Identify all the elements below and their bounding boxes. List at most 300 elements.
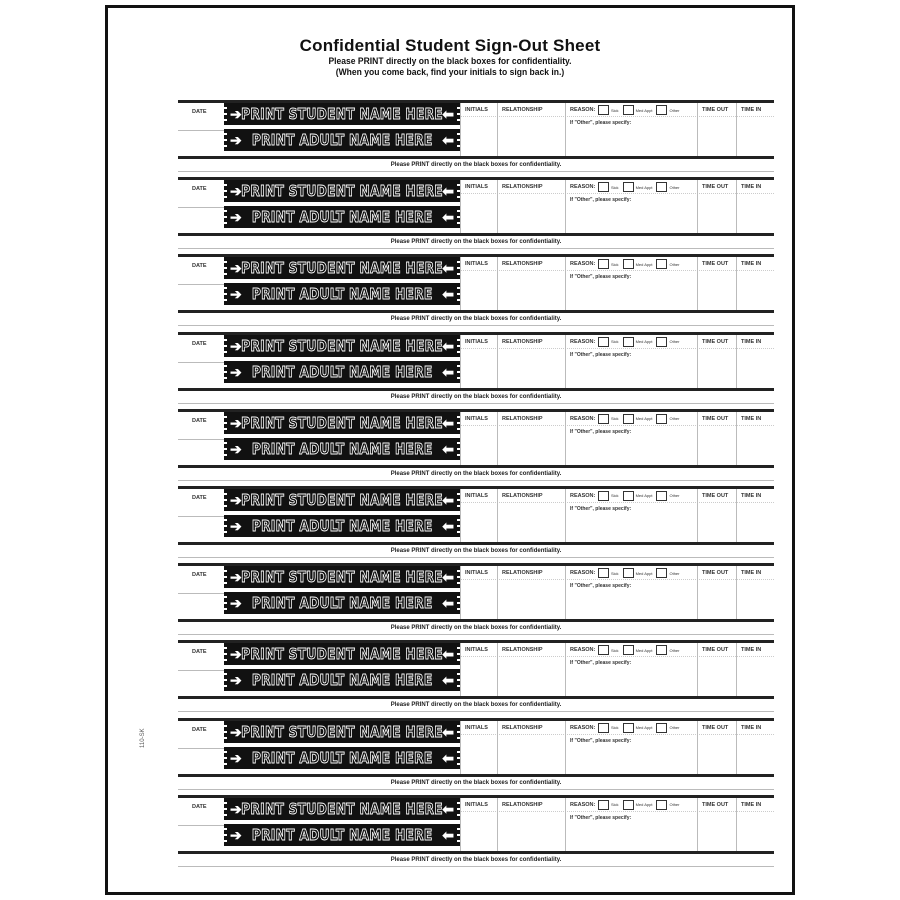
entry-separator — [178, 403, 774, 404]
reason-med-appt-label: Med Appt — [635, 107, 653, 113]
reason-sick-label: Sick — [611, 570, 619, 576]
reason-field[interactable] — [565, 643, 698, 696]
student-name-prompt: PRINT STUDENT NAME HERE — [241, 259, 443, 278]
reason-other-label: Other — [669, 107, 680, 113]
time-out-field[interactable] — [697, 798, 737, 851]
time-in-label: TIME IN — [741, 415, 762, 422]
reason-field[interactable] — [565, 335, 698, 388]
date-field[interactable] — [178, 516, 224, 517]
sign-out-entry — [178, 332, 774, 409]
initials-field[interactable] — [460, 103, 498, 156]
reason-other-label: Other — [669, 184, 680, 190]
student-name-prompt: PRINT STUDENT NAME HERE — [241, 336, 443, 355]
arrow-right-icon: ➔ — [230, 595, 242, 612]
time-out-field[interactable] — [697, 412, 737, 465]
entry-columns — [460, 412, 774, 465]
time-out-field[interactable] — [697, 103, 737, 156]
arrow-right-icon: ➔ — [230, 826, 242, 843]
bar-edge-left — [224, 283, 227, 305]
reason-label: REASON: — [570, 415, 596, 422]
initials-label: INITIALS — [465, 801, 488, 808]
bar-edge-left — [224, 129, 227, 151]
student-name-field[interactable] — [224, 489, 460, 511]
arrow-right-icon: ➔ — [230, 800, 242, 817]
initials-field[interactable] — [460, 335, 498, 388]
arrow-right-icon: ➔ — [230, 749, 242, 766]
reason-other-checkbox[interactable] — [656, 800, 667, 810]
reason-med-appt-checkbox[interactable] — [623, 414, 634, 424]
reason-field[interactable] — [565, 566, 698, 619]
relationship-label: RELATIONSHIP — [502, 338, 543, 345]
time-in-label: TIME IN — [741, 647, 762, 654]
sign-out-entry — [178, 100, 774, 177]
bar-edge-left — [224, 566, 227, 588]
adult-name-field[interactable] — [224, 669, 460, 691]
student-name-field[interactable] — [224, 566, 460, 588]
confidentiality-note: Please PRINT directly on the black boxes for confidentiality. — [390, 779, 562, 786]
time-out-field[interactable] — [697, 257, 737, 310]
reason-options — [598, 414, 681, 424]
student-name-field[interactable] — [224, 335, 460, 357]
adult-name-field[interactable] — [224, 361, 460, 383]
relationship-field[interactable] — [497, 412, 566, 465]
other-specify-label: If "Other", please specify: — [570, 274, 632, 281]
reason-other-label: Other — [669, 647, 680, 653]
adult-name-prompt: PRINT ADULT NAME HERE — [251, 285, 433, 304]
student-name-field[interactable] — [224, 798, 460, 820]
reason-med-appt-checkbox[interactable] — [623, 491, 634, 501]
date-label: DATE — [192, 417, 207, 424]
arrow-right-icon: ➔ — [230, 286, 242, 303]
initials-label: INITIALS — [465, 724, 488, 731]
reason-sick-checkbox[interactable] — [598, 259, 609, 269]
confidentiality-note: Please PRINT directly on the black boxes for confidentiality. — [390, 856, 562, 863]
sign-out-entry — [178, 563, 774, 640]
reason-sick-checkbox[interactable] — [598, 414, 609, 424]
entry-bottom-rule — [178, 156, 774, 159]
arrow-right-icon: ➔ — [230, 723, 242, 740]
other-specify-label: If "Other", please specify: — [570, 120, 632, 126]
arrow-left-icon: ⬅ — [442, 363, 454, 380]
bar-edge-left — [224, 257, 227, 279]
confidentiality-note: Please PRINT directly on the black boxes for confidentiality. — [390, 239, 562, 246]
reason-other-label: Other — [669, 802, 680, 808]
bar-edge-left — [224, 643, 227, 665]
other-specify-label: If "Other", please specify: — [570, 197, 632, 204]
reason-sick-label: Sick — [611, 725, 619, 730]
arrow-right-icon: ➔ — [230, 132, 242, 148]
relationship-field[interactable] — [497, 335, 566, 388]
entry-columns — [460, 180, 774, 233]
form-code: 110-SK — [140, 728, 146, 748]
arrow-right-icon: ➔ — [230, 440, 242, 457]
time-out-label: TIME OUT — [702, 801, 729, 808]
initials-field[interactable] — [460, 489, 498, 542]
reason-other-checkbox[interactable] — [656, 491, 667, 501]
reason-sick-checkbox[interactable] — [598, 491, 609, 501]
reason-field[interactable] — [565, 721, 698, 774]
reason-med-appt-checkbox[interactable] — [623, 337, 634, 347]
initials-field[interactable] — [460, 257, 498, 310]
reason-other-checkbox[interactable] — [656, 182, 667, 192]
reason-sick-label: Sick — [611, 416, 619, 422]
student-name-field[interactable] — [224, 412, 460, 434]
reason-field[interactable] — [565, 412, 698, 465]
student-name-field[interactable] — [224, 103, 460, 125]
entry-bottom-rule — [178, 619, 774, 622]
adult-name-field[interactable] — [224, 129, 460, 151]
reason-sick-checkbox[interactable] — [598, 800, 609, 810]
initials-field[interactable] — [460, 798, 498, 851]
entry-columns — [460, 257, 774, 310]
student-name-field[interactable] — [224, 180, 460, 202]
confidentiality-note: Please PRINT directly on the black boxes for confidentiality. — [390, 393, 562, 400]
relationship-label: RELATIONSHIP — [502, 184, 543, 191]
reason-field[interactable] — [565, 180, 698, 233]
arrow-left-icon: ⬅ — [442, 491, 454, 508]
entry-bottom-rule — [178, 542, 774, 545]
arrow-left-icon: ⬅ — [442, 414, 454, 431]
other-specify-label: If "Other", please specify: — [570, 505, 632, 512]
arrow-left-icon: ⬅ — [442, 569, 454, 586]
reason-sick-label: Sick — [611, 802, 619, 808]
time-in-field[interactable] — [736, 412, 775, 465]
reason-sick-label: Sick — [611, 261, 619, 267]
relationship-field[interactable] — [497, 180, 566, 233]
arrow-left-icon: ⬅ — [442, 595, 454, 612]
entry-columns — [460, 566, 774, 619]
student-name-prompt: PRINT STUDENT NAME HERE — [241, 722, 443, 741]
time-in-field[interactable] — [736, 643, 775, 696]
time-in-field[interactable] — [736, 566, 775, 619]
confidentiality-note: Please PRINT directly on the black boxes for confidentiality. — [390, 162, 562, 168]
date-label: DATE — [192, 186, 207, 193]
adult-name-prompt: PRINT ADULT NAME HERE — [251, 439, 433, 458]
page-title: Confidential Student Sign-Out Sheet — [299, 36, 601, 55]
time-in-label: TIME IN — [741, 724, 762, 731]
sign-out-entry — [178, 177, 774, 254]
time-out-field[interactable] — [697, 643, 737, 696]
reason-label: REASON: — [570, 492, 596, 499]
reason-med-appt-checkbox[interactable] — [623, 105, 634, 115]
reason-med-appt-label: Med Appt — [635, 416, 653, 422]
reason-med-appt-label: Med Appt — [635, 725, 653, 730]
reason-other-checkbox[interactable] — [656, 105, 667, 115]
time-out-label: TIME OUT — [702, 107, 729, 113]
entry-columns — [460, 103, 774, 156]
reason-sick-checkbox[interactable] — [598, 182, 609, 192]
initials-label: INITIALS — [465, 184, 488, 191]
reason-other-checkbox[interactable] — [656, 645, 667, 655]
reason-sick-checkbox[interactable] — [598, 105, 609, 115]
relationship-label: RELATIONSHIP — [502, 492, 543, 499]
time-out-field[interactable] — [697, 180, 737, 233]
initials-field[interactable] — [460, 412, 498, 465]
initials-field[interactable] — [460, 180, 498, 233]
relationship-label: RELATIONSHIP — [502, 724, 543, 731]
initials-label: INITIALS — [465, 107, 488, 113]
confidentiality-note: Please PRINT directly on the black boxes for confidentiality. — [390, 547, 562, 554]
other-specify-label: If "Other", please specify: — [570, 428, 632, 435]
arrow-left-icon: ⬅ — [442, 646, 454, 663]
student-name-field[interactable] — [224, 257, 460, 279]
time-in-field[interactable] — [736, 798, 775, 851]
bar-edge-left — [224, 747, 227, 769]
time-out-label: TIME OUT — [702, 570, 729, 577]
time-out-label: TIME OUT — [702, 492, 729, 499]
relationship-label: RELATIONSHIP — [502, 261, 543, 268]
reason-label: REASON: — [570, 647, 596, 654]
date-field[interactable] — [178, 670, 224, 671]
relationship-field[interactable] — [497, 103, 566, 156]
reason-med-appt-label: Med Appt — [635, 493, 653, 499]
reason-sick-label: Sick — [611, 107, 619, 113]
reason-label: REASON: — [570, 801, 596, 808]
reason-other-label: Other — [669, 725, 680, 730]
reason-sick-checkbox[interactable] — [598, 645, 609, 655]
reason-other-label: Other — [669, 416, 680, 422]
time-in-field[interactable] — [736, 103, 775, 156]
entry-bottom-rule — [178, 774, 774, 777]
arrow-right-icon: ➔ — [230, 260, 242, 277]
initials-field[interactable] — [460, 721, 498, 774]
confidentiality-note: Please PRINT directly on the black boxes for confidentiality. — [390, 316, 562, 323]
arrow-right-icon: ➔ — [230, 646, 242, 663]
time-in-label: TIME IN — [741, 338, 762, 345]
reason-med-appt-label: Med Appt — [635, 261, 653, 267]
relationship-field[interactable] — [497, 798, 566, 851]
reason-label: REASON: — [570, 338, 596, 345]
bar-edge-left — [224, 206, 227, 228]
relationship-field[interactable] — [497, 257, 566, 310]
entry-separator — [178, 171, 774, 172]
initials-field[interactable] — [460, 643, 498, 696]
entry-separator — [178, 557, 774, 558]
entry-separator — [178, 711, 774, 712]
reason-med-appt-checkbox[interactable] — [623, 568, 634, 578]
reason-other-label: Other — [669, 493, 680, 499]
time-in-field[interactable] — [736, 180, 775, 233]
initials-label: INITIALS — [465, 261, 488, 268]
bar-edge-left — [224, 489, 227, 511]
confidentiality-note: Please PRINT directly on the black boxes for confidentiality. — [390, 470, 562, 477]
arrow-left-icon: ⬅ — [442, 749, 454, 766]
date-field[interactable] — [178, 825, 224, 826]
date-label: DATE — [192, 572, 207, 579]
arrow-left-icon: ⬅ — [442, 826, 454, 843]
student-name-field[interactable] — [224, 721, 460, 743]
reason-med-appt-checkbox[interactable] — [623, 182, 634, 192]
relationship-field[interactable] — [497, 643, 566, 696]
reason-field[interactable] — [565, 798, 698, 851]
adult-name-prompt: PRINT ADULT NAME HERE — [251, 208, 433, 227]
reason-options — [598, 645, 681, 655]
time-out-field[interactable] — [697, 721, 737, 774]
entry-columns — [460, 798, 774, 851]
time-out-field[interactable] — [697, 489, 737, 542]
reason-sick-label: Sick — [611, 339, 619, 345]
adult-name-field[interactable] — [224, 438, 460, 460]
reason-other-checkbox[interactable] — [656, 259, 667, 269]
date-field[interactable] — [178, 130, 224, 131]
entry-separator — [178, 248, 774, 249]
reason-sick-label: Sick — [611, 493, 619, 499]
reason-label: REASON: — [570, 261, 596, 268]
other-specify-label: If "Other", please specify: — [570, 660, 632, 667]
entry-bottom-rule — [178, 310, 774, 313]
entry-bottom-rule — [178, 465, 774, 468]
date-field[interactable] — [178, 593, 224, 594]
initials-label: INITIALS — [465, 492, 488, 499]
arrow-right-icon: ➔ — [230, 414, 242, 431]
reason-med-appt-checkbox[interactable] — [623, 645, 634, 655]
reason-med-appt-label: Med Appt — [635, 339, 653, 345]
reason-field[interactable] — [565, 103, 698, 156]
date-field[interactable] — [178, 207, 224, 208]
adult-name-field[interactable] — [224, 206, 460, 228]
reason-sick-label: Sick — [611, 184, 619, 190]
sign-out-entry — [178, 486, 774, 563]
reason-other-checkbox[interactable] — [656, 723, 667, 733]
reason-other-checkbox[interactable] — [656, 337, 667, 347]
relationship-label: RELATIONSHIP — [502, 107, 543, 113]
reason-options — [598, 723, 681, 733]
reason-options — [598, 568, 681, 578]
time-out-field[interactable] — [697, 566, 737, 619]
reason-other-label: Other — [669, 570, 680, 576]
time-in-field[interactable] — [736, 335, 775, 388]
bar-edge-left — [224, 798, 227, 820]
time-out-label: TIME OUT — [702, 184, 729, 191]
other-specify-label: If "Other", please specify: — [570, 737, 632, 744]
bar-edge-left — [224, 669, 227, 691]
initials-label: INITIALS — [465, 570, 488, 577]
time-out-label: TIME OUT — [702, 647, 729, 654]
reason-label: REASON: — [570, 724, 596, 731]
entry-bottom-rule — [178, 388, 774, 391]
time-in-field[interactable] — [736, 489, 775, 542]
initials-label: INITIALS — [465, 647, 488, 654]
sign-out-entry — [178, 254, 774, 331]
bar-edge-left — [224, 438, 227, 460]
entry-separator — [178, 634, 774, 635]
bar-edge-left — [224, 592, 227, 614]
student-name-field[interactable] — [224, 643, 460, 665]
arrow-left-icon: ⬅ — [442, 800, 454, 817]
reason-sick-label: Sick — [611, 647, 619, 653]
adult-name-field[interactable] — [224, 515, 460, 537]
adult-name-prompt: PRINT ADULT NAME HERE — [251, 362, 433, 381]
time-in-field[interactable] — [736, 257, 775, 310]
entry-bottom-rule — [178, 696, 774, 699]
time-in-label: TIME IN — [741, 492, 762, 499]
time-out-label: TIME OUT — [702, 724, 729, 731]
relationship-field[interactable] — [497, 566, 566, 619]
arrow-right-icon: ➔ — [230, 491, 242, 508]
reason-med-appt-checkbox[interactable] — [623, 723, 634, 733]
adult-name-prompt: PRINT ADULT NAME HERE — [251, 825, 433, 844]
confidentiality-note: Please PRINT directly on the black boxes for confidentiality. — [390, 625, 562, 632]
reason-options — [598, 105, 681, 115]
reason-med-appt-label: Med Appt — [635, 802, 653, 808]
reason-med-appt-checkbox[interactable] — [623, 800, 634, 810]
reason-field[interactable] — [565, 257, 698, 310]
relationship-field[interactable] — [497, 489, 566, 542]
date-field[interactable] — [178, 284, 224, 285]
arrow-right-icon: ➔ — [230, 106, 242, 122]
sign-out-entry — [178, 409, 774, 486]
entry-list — [178, 100, 774, 872]
arrow-left-icon: ⬅ — [442, 106, 454, 122]
reason-sick-checkbox[interactable] — [598, 568, 609, 578]
relationship-field[interactable] — [497, 721, 566, 774]
reason-sick-checkbox[interactable] — [598, 337, 609, 347]
arrow-right-icon: ➔ — [230, 569, 242, 586]
arrow-left-icon: ⬅ — [442, 672, 454, 689]
time-out-label: TIME OUT — [702, 338, 729, 345]
date-label: DATE — [192, 803, 207, 810]
student-name-prompt: PRINT STUDENT NAME HERE — [241, 490, 443, 509]
adult-name-field[interactable] — [224, 283, 460, 305]
time-in-field[interactable] — [736, 721, 775, 774]
entry-columns — [460, 335, 774, 388]
adult-name-prompt: PRINT ADULT NAME HERE — [251, 594, 433, 613]
reason-other-checkbox[interactable] — [656, 414, 667, 424]
reason-other-checkbox[interactable] — [656, 568, 667, 578]
adult-name-prompt: PRINT ADULT NAME HERE — [251, 748, 433, 767]
time-in-label: TIME IN — [741, 107, 762, 113]
reason-med-appt-checkbox[interactable] — [623, 259, 634, 269]
bar-edge-left — [224, 335, 227, 357]
date-field[interactable] — [178, 362, 224, 363]
entry-bottom-rule — [178, 233, 774, 236]
date-field[interactable] — [178, 439, 224, 440]
entry-separator — [178, 866, 774, 867]
student-name-prompt: PRINT STUDENT NAME HERE — [241, 645, 443, 664]
arrow-right-icon: ➔ — [230, 183, 242, 200]
relationship-label: RELATIONSHIP — [502, 415, 543, 422]
adult-name-field[interactable] — [224, 824, 460, 846]
adult-name-field[interactable] — [224, 747, 460, 769]
time-out-field[interactable] — [697, 335, 737, 388]
arrow-right-icon: ➔ — [230, 209, 242, 226]
initials-field[interactable] — [460, 566, 498, 619]
arrow-right-icon: ➔ — [230, 363, 242, 380]
time-in-label: TIME IN — [741, 184, 762, 191]
reason-sick-checkbox[interactable] — [598, 723, 609, 733]
initials-label: INITIALS — [465, 338, 488, 345]
reason-other-label: Other — [669, 339, 680, 345]
relationship-label: RELATIONSHIP — [502, 801, 543, 808]
adult-name-field[interactable] — [224, 592, 460, 614]
other-specify-label: If "Other", please specify: — [570, 583, 632, 590]
student-name-prompt: PRINT STUDENT NAME HERE — [241, 413, 443, 432]
date-label: DATE — [192, 263, 207, 270]
reason-options — [598, 337, 681, 347]
bar-edge-left — [224, 515, 227, 537]
instruction-line-2: (When you come back, find your initials to sign back in.) — [335, 67, 565, 78]
date-field[interactable] — [178, 748, 224, 749]
relationship-label: RELATIONSHIP — [502, 647, 543, 654]
time-in-label: TIME IN — [741, 261, 762, 268]
reason-options — [598, 800, 681, 810]
initials-label: INITIALS — [465, 415, 488, 422]
arrow-left-icon: ⬅ — [442, 260, 454, 277]
reason-options — [598, 491, 681, 501]
other-specify-label: If "Other", please specify: — [570, 351, 632, 358]
reason-field[interactable] — [565, 489, 698, 542]
date-label: DATE — [192, 340, 207, 347]
